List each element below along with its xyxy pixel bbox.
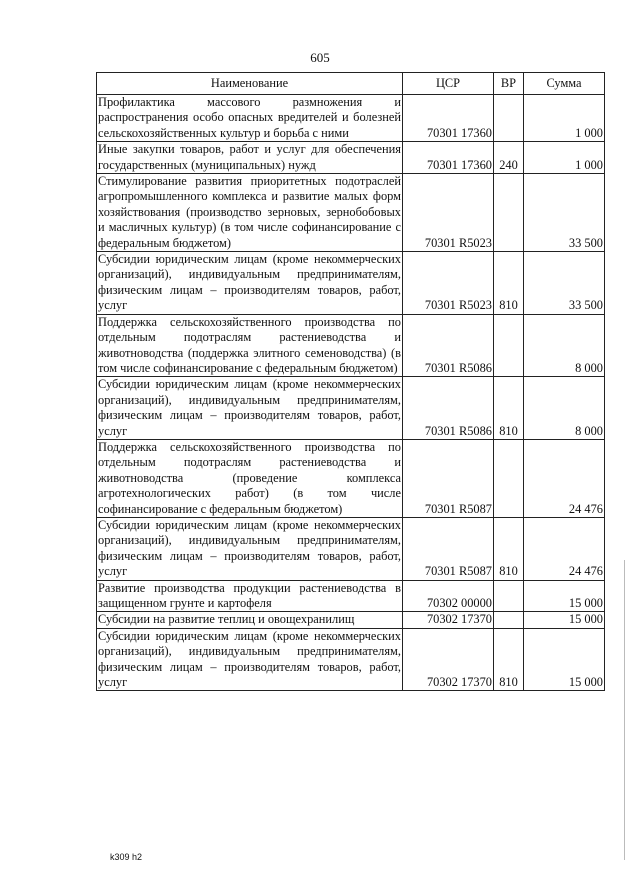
row-csr: 70302 00000	[403, 580, 494, 612]
table-row	[97, 439, 605, 517]
row-csr: 70302 17370	[403, 612, 494, 628]
row-csr: 70301 R5086	[403, 377, 494, 440]
row-vr	[494, 439, 524, 517]
header-vr: ВР	[494, 73, 524, 95]
row-name: Субсидии юридическим лицам (кроме некоммерческих организаций), индивидуальным предпринимателям, физическим лицам – производителям товаров, работ, услуг	[98, 252, 401, 313]
row-name: Поддержка сельскохозяйственного производства по отдельным подотраслям растениеводства и животноводства (проведение комплекса агротехнологических работ) (в том числе софинансирование с федеральным бюджетом)	[98, 439, 401, 516]
header-sum: Сумма	[524, 73, 605, 95]
row-name: Развитие производства продукции растениеводства в защищенном грунте и картофеля	[98, 580, 401, 610]
table-row	[97, 174, 605, 252]
header-name: Наименование	[97, 73, 403, 95]
row-sum: 33 500	[524, 252, 605, 315]
row-vr	[494, 580, 524, 612]
row-sum: 15 000	[524, 612, 605, 628]
row-vr	[494, 612, 524, 628]
budget-table	[96, 72, 605, 691]
row-vr: 810	[494, 252, 524, 315]
table-row	[97, 377, 605, 440]
row-vr: 810	[494, 517, 524, 580]
row-name: Профилактика массового размножения и распространения особо опасных вредителей и болезней сельскохозяйственных культур и борьба с ними	[98, 95, 401, 140]
table-row	[97, 580, 605, 612]
table-row	[97, 628, 605, 691]
row-sum: 24 476	[524, 517, 605, 580]
row-vr	[494, 95, 524, 142]
row-name: Иные закупки товаров, работ и услуг для обеспечения государственных (муниципальных) нужд	[98, 142, 401, 172]
row-csr: 70301 R5087	[403, 517, 494, 580]
table-row	[97, 612, 605, 628]
row-name: Субсидии юридическим лицам (кроме некоммерческих организаций), индивидуальным предпринимателям, физическим лицам – производителям товаров, работ, услуг	[98, 377, 401, 438]
table-header-row	[97, 73, 605, 95]
row-csr: 70301 17360	[403, 95, 494, 142]
table-row	[97, 314, 605, 377]
table-row	[97, 142, 605, 174]
footer-code: k309 h2	[110, 852, 143, 862]
row-csr: 70301 R5087	[403, 439, 494, 517]
row-sum: 8 000	[524, 314, 605, 377]
table-row	[97, 95, 605, 142]
row-sum: 33 500	[524, 174, 605, 252]
row-sum: 8 000	[524, 377, 605, 440]
row-vr: 810	[494, 377, 524, 440]
row-csr: 70301 17360	[403, 142, 494, 174]
row-csr: 70301 R5023	[403, 252, 494, 315]
row-csr: 70302 17370	[403, 628, 494, 691]
row-sum: 1 000	[524, 95, 605, 142]
row-name: Стимулирование развития приоритетных подотраслей агропромышленного комплекса и развитие малых форм хозяйствования (производство зерновых, зернобобовых и масличных культур) (в том числе софинансирование с федеральным бюджетом)	[98, 174, 401, 250]
row-name: Субсидии юридическим лицам (кроме некоммерческих организаций), индивидуальным предпринимателям, физическим лицам – производителям товаров, работ, услуг	[98, 517, 401, 579]
row-name: Субсидии юридическим лицам (кроме некоммерческих организаций), индивидуальным предпринимателям, физическим лицам – производителям товаров, работ, услуг	[98, 628, 401, 690]
row-vr	[494, 174, 524, 252]
table-row	[97, 252, 605, 315]
row-vr: 810	[494, 628, 524, 691]
row-sum: 15 000	[524, 628, 605, 691]
row-sum: 1 000	[524, 142, 605, 174]
row-vr: 240	[494, 142, 524, 174]
table-row	[97, 517, 605, 580]
row-csr: 70301 R5086	[403, 314, 494, 377]
row-sum: 15 000	[524, 580, 605, 612]
scan-edge-line	[624, 560, 625, 860]
row-sum: 24 476	[524, 439, 605, 517]
row-vr	[494, 314, 524, 377]
page-number: 605	[310, 50, 330, 65]
row-name: Поддержка сельскохозяйственного производства по отдельным подотраслям растениеводства и животноводства (поддержка элитного семеноводства) (в том числе софинансирование с федеральным бюджетом)	[98, 314, 401, 375]
row-csr: 70301 R5023	[403, 174, 494, 252]
header-csr: ЦСР	[403, 73, 494, 95]
row-name: Субсидии на развитие теплиц и овощехранилищ	[97, 612, 403, 628]
